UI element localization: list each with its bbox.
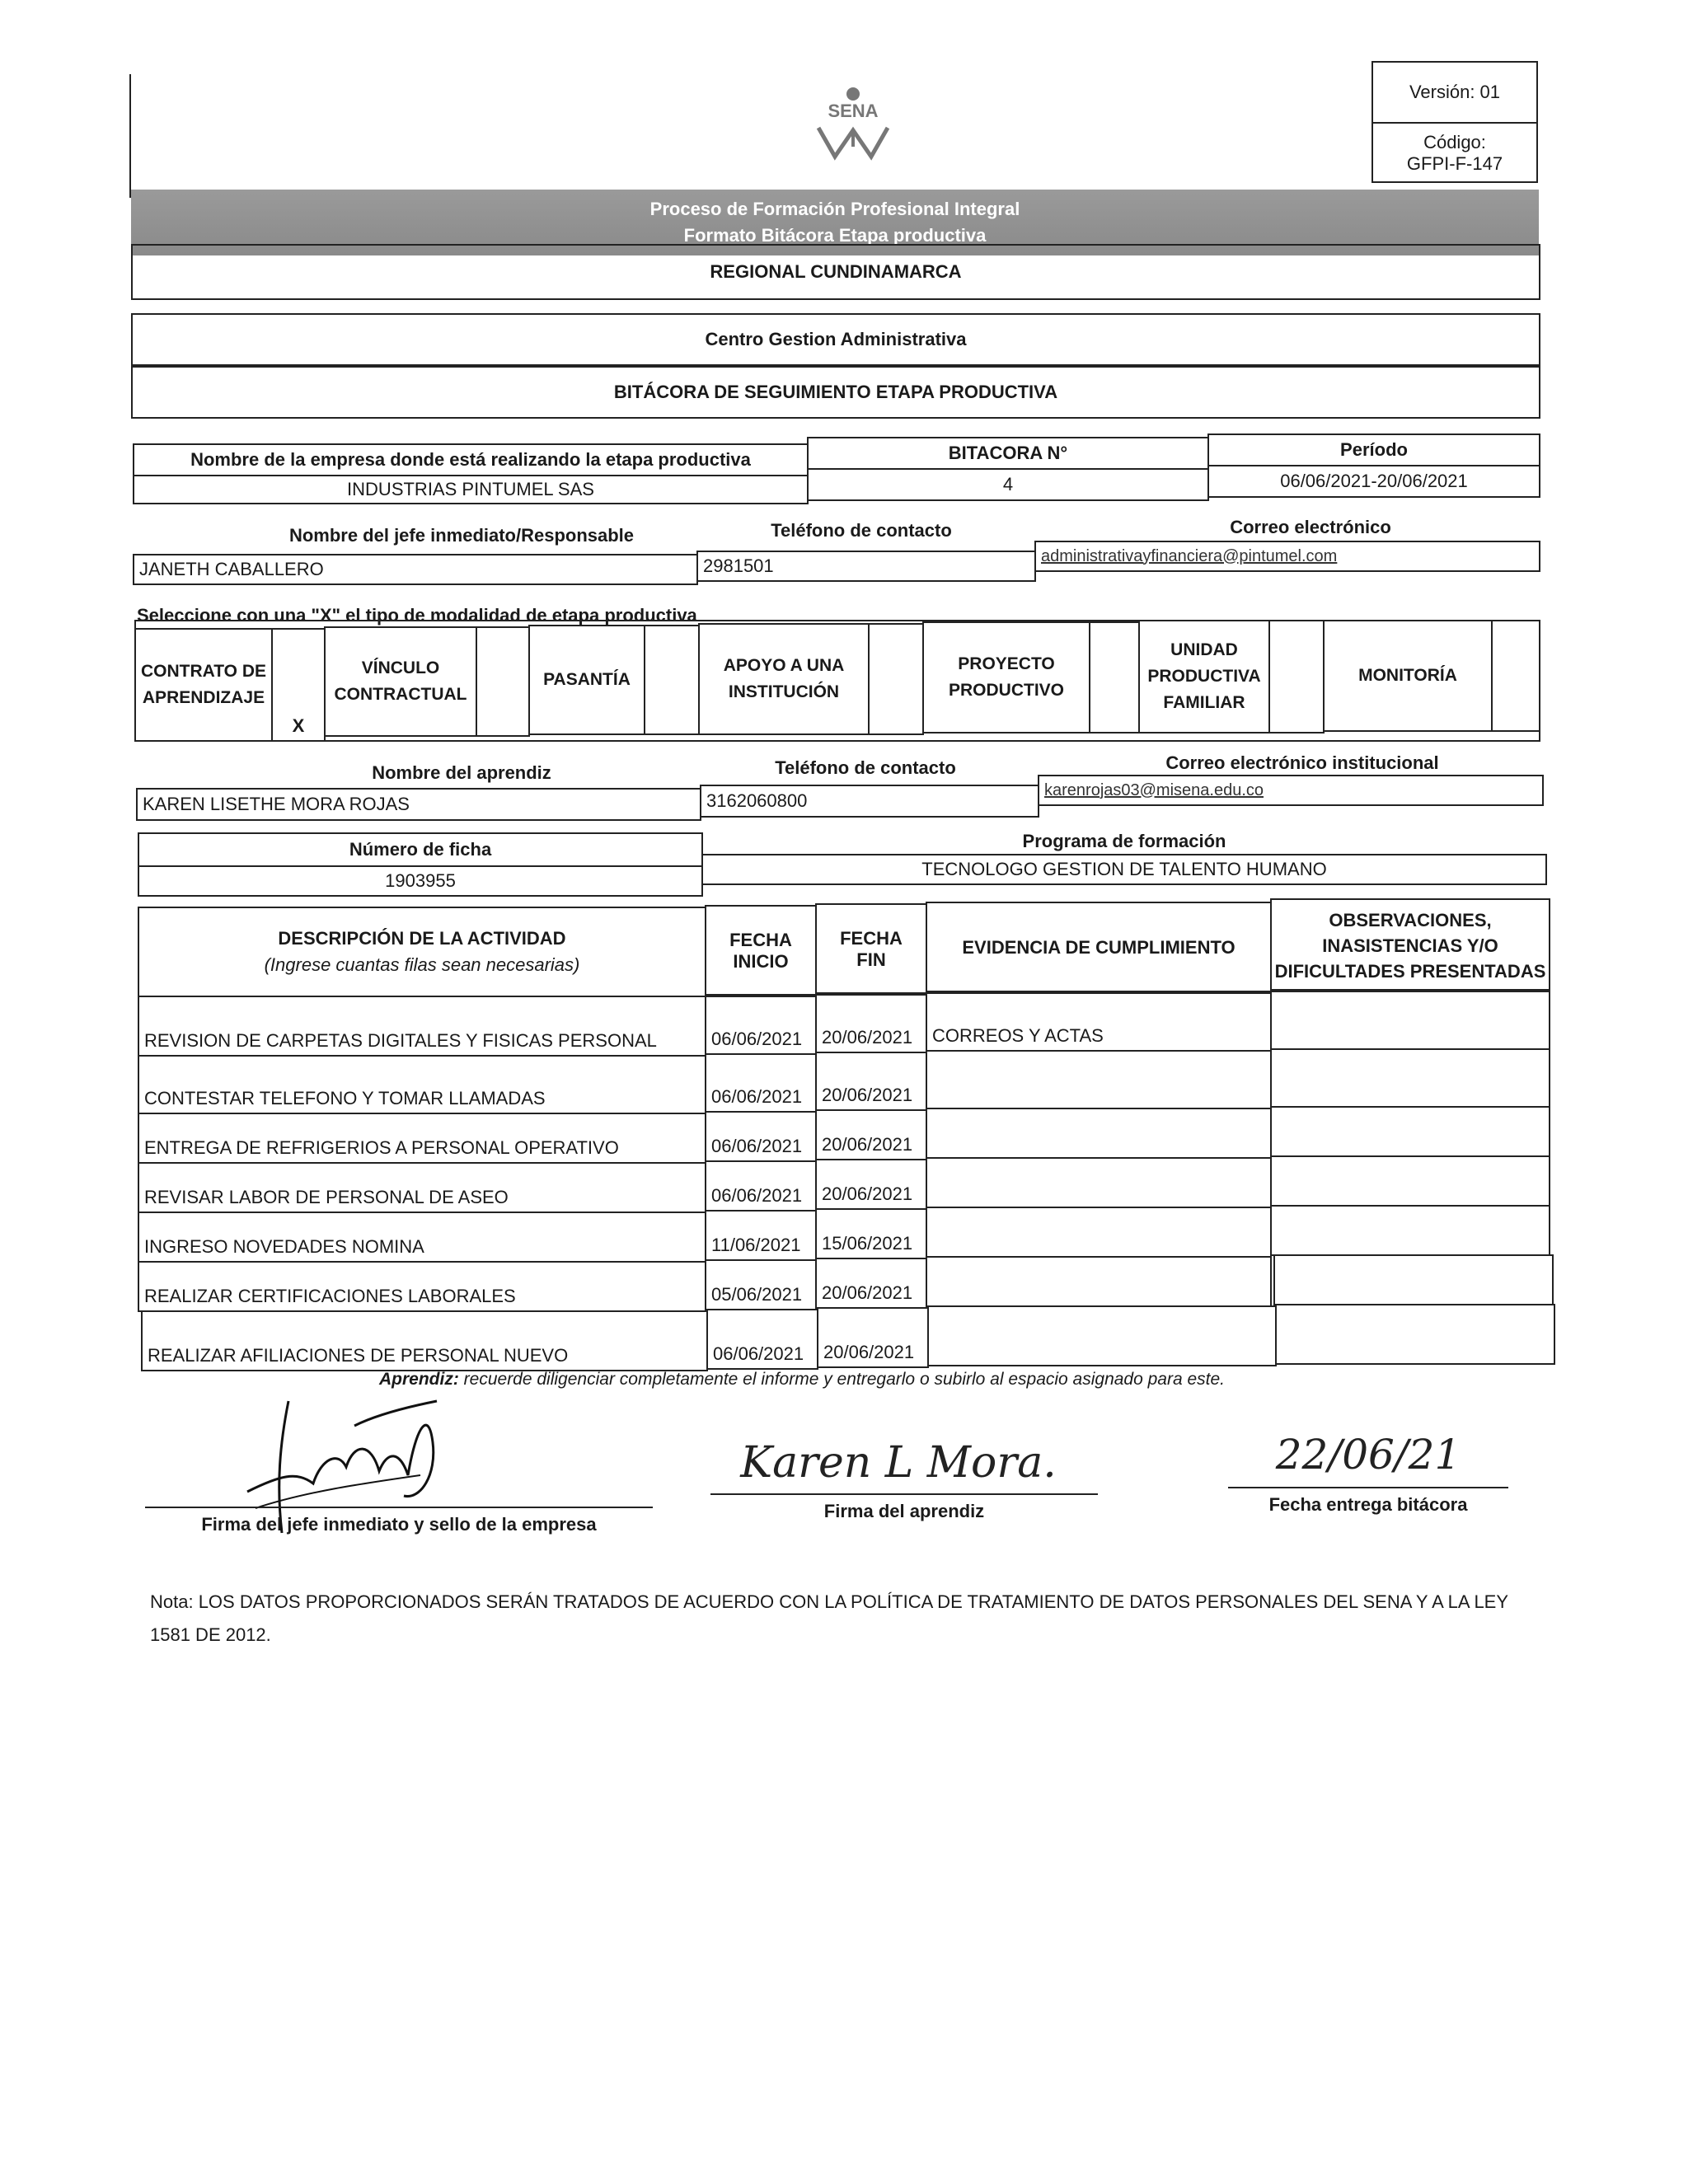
activity-evidence: CORREOS Y ACTAS xyxy=(926,991,1272,1052)
modality-instruction: Seleccione con una "X" el tipo de modalidad de etapa productiva xyxy=(137,605,697,626)
log-number-label: BITACORA N° xyxy=(807,437,1209,470)
modality-label-proyecto: PROYECTO PRODUCTIVO xyxy=(922,621,1090,733)
logo-text: SENA xyxy=(828,101,879,121)
code-block xyxy=(1373,124,1536,183)
apprentice-name-label: Nombre del aprendiz xyxy=(372,762,551,783)
activity-desc: REALIZAR CERTIFICACIONES LABORALES xyxy=(138,1261,706,1312)
activity-start: 06/06/2021 xyxy=(705,1111,817,1162)
activity-start: 06/06/2021 xyxy=(705,994,817,1055)
activity-obs xyxy=(1270,1048,1550,1108)
header-left-rule xyxy=(129,74,131,198)
activity-evidence xyxy=(926,1050,1272,1109)
modality-label-pasantia: PASANTÍA xyxy=(528,625,645,735)
reminder-text xyxy=(379,1370,1451,1398)
activity-start: 11/06/2021 xyxy=(705,1210,817,1261)
boss-phone-label: Teléfono de contacto xyxy=(771,520,952,541)
activities-obs-header: OBSERVACIONES, INASISTENCIAS Y/O DIFICULTADES PRESENTADAS xyxy=(1270,898,1550,992)
activities-evidence-header: EVIDENCIA DE CUMPLIMIENTO xyxy=(926,902,1272,994)
modality-label-unidad: UNIDAD PRODUCTIVA FAMILIAR xyxy=(1138,620,1270,733)
company-name-value: INDUSTRIAS PINTUMEL SAS xyxy=(133,475,809,504)
apprentice-signature-label: Firma del aprendiz xyxy=(823,1501,985,1521)
activity-end: 20/06/2021 xyxy=(815,992,927,1053)
activity-desc: ENTREGA DE REFRIGERIOS A PERSONAL OPERATIVO xyxy=(138,1113,706,1164)
company-name-label: Nombre de la empresa donde está realizando la etapa productiva xyxy=(133,443,809,476)
modality-mark-apoyo[interactable] xyxy=(868,623,924,735)
activity-desc: REVISION DE CARPETAS DIGITALES Y FISICAS PERSONAL xyxy=(138,996,706,1057)
activity-end: 20/06/2021 xyxy=(815,1258,927,1309)
activity-desc: REVISAR LABOR DE PERSONAL DE ASEO xyxy=(138,1162,706,1213)
boss-signature-label: Firma del jefe inmediato y sello de la empresa xyxy=(201,1514,597,1535)
program-label: Programa de formación xyxy=(1022,831,1226,851)
boss-name-label: Nombre del jefe inmediato/Responsable xyxy=(288,525,635,546)
activity-evidence xyxy=(927,1305,1277,1366)
activity-end: 20/06/2021 xyxy=(817,1307,929,1368)
activity-evidence xyxy=(926,1207,1272,1258)
boss-email-value[interactable]: administrativayfinanciera@pintumel.com xyxy=(1034,541,1540,572)
boss-phone-value: 2981501 xyxy=(696,551,1036,582)
activity-end: 20/06/2021 xyxy=(815,1052,927,1111)
activity-desc: REALIZAR AFILIACIONES DE PERSONAL NUEVO xyxy=(141,1310,708,1371)
activity-end: 20/06/2021 xyxy=(815,1109,927,1160)
log-number-value: 4 xyxy=(807,468,1209,501)
center-title: Centro Gestion Administrativa xyxy=(131,313,1540,366)
apprentice-email-label: Correo electrónico institucional xyxy=(1165,752,1439,773)
activities-end-header: FECHA FIN xyxy=(815,903,927,996)
activity-obs xyxy=(1270,1106,1550,1157)
delivery-date-handwritten: 22/06/21 xyxy=(1275,1431,1461,1479)
modality-label-vinculo: VÍNCULO CONTRACTUAL xyxy=(324,626,477,737)
modality-label-apoyo: APOYO A UNA INSTITUCIÓN xyxy=(698,623,870,735)
modality-mark-monitoria[interactable] xyxy=(1491,620,1540,732)
program-value: TECNOLOGO GESTION DE TALENTO HUMANO xyxy=(701,854,1547,885)
desc-header-hint: (Ingrese cuantas filas sean necesarias) xyxy=(264,954,580,975)
activity-start: 05/06/2021 xyxy=(705,1259,817,1310)
period-label: Período xyxy=(1207,434,1540,466)
reminder-body: recuerde diligenciar completamente el informe y entregarlo o subirlo al espacio asignado para este. xyxy=(458,1370,1226,1389)
delivery-date-label: Fecha entrega bitácora xyxy=(1268,1494,1468,1515)
activity-desc: CONTESTAR TELEFONO Y TOMAR LLAMADAS xyxy=(138,1055,706,1114)
reminder-bold: Aprendiz: xyxy=(379,1370,459,1389)
activity-end: 20/06/2021 xyxy=(815,1159,927,1210)
boss-name-value: JANETH CABALLERO xyxy=(133,554,698,585)
period-value: 06/06/2021-20/06/2021 xyxy=(1207,465,1540,498)
modality-mark-unidad[interactable] xyxy=(1268,620,1325,733)
apprentice-email-value[interactable]: karenrojas03@misena.edu.co xyxy=(1038,775,1544,806)
activities-desc-header xyxy=(138,907,706,997)
version-box xyxy=(1372,61,1538,183)
apprentice-phone-value: 3162060800 xyxy=(700,785,1039,818)
activity-obs xyxy=(1270,989,1550,1050)
version-label: Versión: 01 xyxy=(1373,63,1536,124)
activity-obs xyxy=(1275,1304,1555,1365)
format-title: Formato Bitácora Etapa productiva xyxy=(683,225,987,246)
modality-mark-contrato[interactable] xyxy=(271,628,326,742)
modality-label-monitoria: MONITORÍA xyxy=(1323,620,1493,732)
activity-evidence xyxy=(926,1256,1272,1307)
code-label: Código: xyxy=(1423,132,1486,152)
process-title: Proceso de Formación Profesional Integral xyxy=(649,199,1020,219)
modality-mark-pasantia[interactable] xyxy=(644,625,700,735)
privacy-note: Nota: LOS DATOS PROPORCIONADOS SERÁN TRATADOS DE ACUERDO CON LA POLÍTICA DE TRATAMIENTO DE DATOS PERSONALES DEL SENA Y A LA LEY 1581 DE 2012. xyxy=(150,1591,1508,1645)
activity-obs xyxy=(1270,1155,1550,1207)
regional-title: REGIONAL CUNDINAMARCA xyxy=(131,244,1540,300)
apprentice-name-value: KAREN LISETHE MORA ROJAS xyxy=(136,788,701,821)
activity-end: 15/06/2021 xyxy=(815,1208,927,1259)
boss-email-label: Correo electrónico xyxy=(1230,517,1391,537)
apprentice-signature: Karen L Mora. xyxy=(740,1438,1057,1488)
activities-start-header: FECHA INICIO xyxy=(705,905,817,997)
code-value: GFPI-F-147 xyxy=(1406,153,1503,174)
log-title: BITÁCORA DE SEGUIMIENTO ETAPA PRODUCTIVA xyxy=(131,366,1540,419)
activity-desc: INGRESO NOVEDADES NOMINA xyxy=(138,1212,706,1263)
desc-header-title: DESCRIPCIÓN DE LA ACTIVIDAD xyxy=(278,928,566,949)
modality-label-contrato: CONTRATO DE APRENDIZAJE xyxy=(134,628,273,742)
modality-mark-proyecto[interactable] xyxy=(1089,621,1140,733)
sena-logo xyxy=(804,82,903,173)
ficha-value: 1903955 xyxy=(138,865,703,897)
activity-evidence xyxy=(926,1157,1272,1208)
mark-x: X xyxy=(292,715,305,736)
activity-start: 06/06/2021 xyxy=(705,1053,817,1113)
activity-start: 06/06/2021 xyxy=(705,1160,817,1212)
apprentice-phone-label: Teléfono de contacto xyxy=(775,757,956,778)
activity-obs xyxy=(1270,1205,1550,1256)
activity-start: 06/06/2021 xyxy=(706,1309,818,1370)
ficha-label: Número de ficha xyxy=(138,832,703,867)
modality-mark-vinculo[interactable] xyxy=(476,626,530,737)
activity-obs xyxy=(1273,1254,1554,1305)
activity-evidence xyxy=(926,1108,1272,1159)
